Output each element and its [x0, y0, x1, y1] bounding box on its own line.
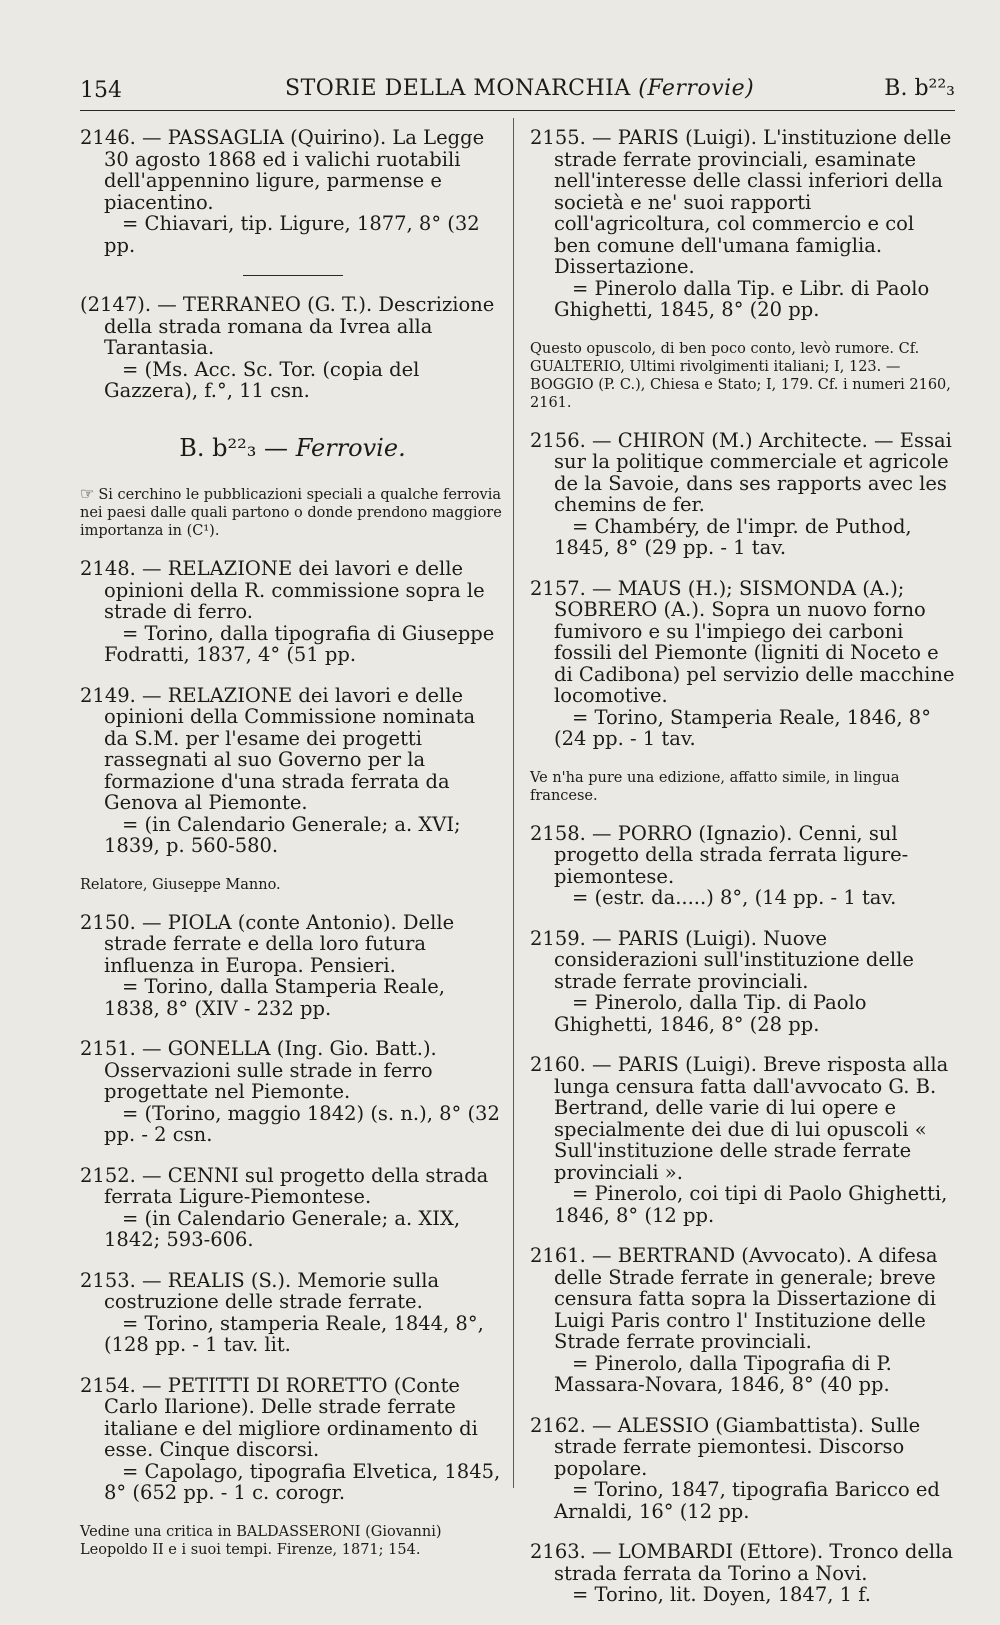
- entry-text: 2153. — REALIS (S.). Memorie sulla costruzione delle strade ferrate.: [80, 1268, 440, 1313]
- entry-imprint: = Capolago, tipografia Elvetica, 1845, 8° (652 pp. - 1 c. corogr.: [104, 1459, 501, 1504]
- page-title-italic: (Ferrovie): [638, 76, 755, 101]
- section-code: B. b²²₃: [884, 76, 955, 101]
- entry-imprint: = Torino, dalla Stamperia Reale, 1838, 8° (XIV - 232 pp.: [104, 975, 445, 1020]
- page-number: 154: [80, 78, 122, 103]
- entry-imprint: = Torino, dalla tipografia di Giuseppe Fodratti, 1837, 4° (51 pp.: [104, 621, 495, 666]
- entry-2151: [80, 1038, 505, 1146]
- section-note: [80, 485, 505, 540]
- entry-2150: [80, 912, 505, 1020]
- entry-imprint: = Pinerolo, dalla Tipografia di P. Massara-Novara, 1846, 8° (40 pp.: [554, 1351, 892, 1396]
- entry-text: 2156. — CHIRON (M.) Architecte. — Essai sur la politique commerciale et agricole de la Savoie, dans ses rapports avec les chemins de fer.: [530, 428, 952, 516]
- entry-text: 2146. — PASSAGLIA (Quirino). La Legge 30 agosto 1868 ed i valichi ruotabili dell'appennino ligure, parmense e piacentino.: [80, 126, 485, 214]
- entry-imprint: = (in Calendario Generale; a. XIX, 1842; 593-606.: [104, 1206, 461, 1251]
- entry-2147: [80, 294, 505, 402]
- entry-text: 2157. — MAUS (H.); SISMONDA (A.); SOBRERO (A.). Sopra un nuovo forno fumivoro e su l'impiego dei carboni fossili del Piemonte (ligniti di Noceto e di Cadibona) pel servizio delle macchine locomotive.: [530, 576, 955, 707]
- page-title: [285, 76, 754, 101]
- entry-imprint: = Pinerolo, coi tipi di Paolo Ghighetti, 1846, 8° (12 pp.: [554, 1182, 948, 1227]
- entry-2156: [530, 430, 955, 559]
- entry-text: 2160. — PARIS (Luigi). Breve risposta alla lunga censura fatta dall'avvocato G. B. Bertrand, delle varie di lui opere e specialmente dei due di lui opuscoli « Sull'instituzione delle strade ferrate provinciali ».: [530, 1053, 949, 1184]
- entry-2149: [80, 685, 505, 857]
- entry-text: 2152. — CENNI sul progetto della strada ferrata Ligure-Piemontese.: [80, 1163, 489, 1208]
- entry-imprint: = (estr. da.....) 8°, (14 pp. - 1 tav.: [572, 886, 897, 909]
- entry-2158: [530, 823, 955, 909]
- entry-text: 2154. — PETITTI DI RORETTO (Conte Carlo Ilarione). Delle strade ferrate italiane e del migliore ordinamento di esse. Cinque discorsi.: [80, 1373, 478, 1461]
- section-note-text: Si cerchino le pubblicazioni speciali a qualche ferrovia nei paesi dalle quali partono o donde prendono maggiore importanza in (C¹).: [80, 487, 502, 539]
- entry-imprint: = (Torino, maggio 1842) (s. n.), 8° (32 pp. - 2 csn.: [104, 1101, 500, 1146]
- right-column: [530, 127, 955, 1625]
- entry-2146: [80, 127, 505, 256]
- entry-imprint: = (Ms. Acc. Sc. Tor. (copia del Gazzera), f.°, 11 csn.: [104, 357, 420, 402]
- entry-note: Vedine una critica in BALDASSERONI (Giovanni) Leopoldo II e i suoi tempi. Firenze, 1871; 154.: [80, 1523, 442, 1558]
- section-heading-code: B. b²²₃: [179, 433, 257, 462]
- entry-2161: [530, 1245, 955, 1396]
- entry-text: 2150. — PIOLA (conte Antonio). Delle strade ferrate e della loro futura influenza in Europa. Pensieri.: [80, 910, 455, 977]
- section-heading-dash: —: [264, 433, 289, 462]
- entry-text: 2155. — PARIS (Luigi). L'instituzione delle strade ferrate provinciali, esaminate nell'interesse delle classi inferiori della società e ne' suoi rapporti coll'agricoltura, col commercio e col ben comune dell'umana famiglia. Dissertazione.: [530, 126, 952, 278]
- entry-imprint: = Pinerolo dalla Tip. e Libr. di Paolo Ghighetti, 1845, 8° (20 pp.: [554, 276, 930, 321]
- entry-2154: [80, 1375, 505, 1504]
- entry-text: 2163. — LOMBARDI (Ettore). Tronco della strada ferrata da Torino a Novi.: [530, 1540, 953, 1585]
- entry-2159: [530, 928, 955, 1036]
- entry-2153: [80, 1270, 505, 1356]
- entry-text: 2161. — BERTRAND (Avvocato). A difesa delle Strade ferrate in generale; breve censura fatta sopra la Dissertazione di Luigi Paris contro l' Instituzione delle Strade ferrate provinciali.: [530, 1244, 938, 1353]
- entry-text: 2162. — ALESSIO (Giambattista). Sulle strade ferrate piemontesi. Discorso popolare.: [530, 1413, 921, 1480]
- page-title-main: STORIE DELLA MONARCHIA: [285, 76, 631, 101]
- entry-2163: [530, 1541, 955, 1606]
- entry-imprint: = Chambéry, de l'impr. de Puthod, 1845, 8° (29 pp. - 1 tav.: [554, 514, 912, 559]
- entry-text: (2147). — TERRANEO (G. T.). Descrizione della strada romana da Ivrea alla Tarantasia.: [80, 293, 495, 359]
- separator-rule: [243, 275, 343, 276]
- entry-text: 2159. — PARIS (Luigi). Nuove considerazioni sull'instituzione delle strade ferrate provinciali.: [530, 926, 914, 993]
- entry-imprint: = Torino, 1847, tipografia Baricco ed Arnaldi, 16° (12 pp.: [554, 1478, 940, 1523]
- entry-imprint: = Torino, stamperia Reale, 1844, 8°, (128 pp. - 1 tav. lit.: [104, 1311, 484, 1356]
- entry-text: 2148. — RELAZIONE dei lavori e delle opinioni della R. commissione sopra le strade di ferro.: [80, 557, 485, 623]
- entry-imprint: = (in Calendario Generale; a. XVI; 1839, p. 560-580.: [104, 812, 461, 857]
- entry-2155: [530, 127, 955, 321]
- entry-imprint: = Torino, Stamperia Reale, 1846, 8° (24 pp. - 1 tav.: [554, 705, 931, 750]
- pointing-hand-icon: ☞: [80, 484, 95, 503]
- entry-imprint: = Pinerolo, dalla Tip. di Paolo Ghighetti, 1846, 8° (28 pp.: [554, 991, 867, 1036]
- entry-2157: [530, 578, 955, 750]
- running-header: [80, 70, 955, 111]
- entry-imprint: = Torino, lit. Doyen, 1847, 1 f.: [572, 1583, 871, 1606]
- entry-text: 2151. — GONELLA (Ing. Gio. Batt.). Osservazioni sulle strade in ferro progettate nel Piemonte.: [80, 1037, 437, 1103]
- entry-2160: [530, 1054, 955, 1226]
- column-divider: [513, 118, 514, 1488]
- entry-note: Questo opuscolo, di ben poco conto, levò rumore. Cf. GUALTERIO, Ultimi rivolgimenti italiani; I, 123. — BOGGIO (P. C.), Chiesa e Stato; I, 179. Cf. i numeri 2160, 2161.: [530, 340, 951, 411]
- entry-note: Ve n'ha pure una edizione, affatto simile, in lingua francese.: [530, 769, 900, 804]
- entry-2162: [530, 1415, 955, 1523]
- entry-imprint: = Chiavari, tip. Ligure, 1877, 8° (32 pp.: [104, 212, 480, 257]
- entry-text: 2158. — PORRO (Ignazio). Cenni, sul progetto della strada ferrata ligure-piemontese.: [530, 821, 909, 888]
- entry-note: Relatore, Giuseppe Manno.: [80, 876, 281, 893]
- entry-2148: [80, 558, 505, 666]
- entry-text: 2149. — RELAZIONE dei lavori e delle opinioni della Commissione nominata da S.M. per l'esame dei progetti rassegnati al suo Governo per la formazione d'una strada ferrata da Genova al Piemonte.: [80, 683, 476, 814]
- entry-2152: [80, 1165, 505, 1251]
- left-column: [80, 127, 505, 1577]
- section-heading: [80, 433, 505, 462]
- section-heading-title: Ferrovie.: [295, 433, 406, 462]
